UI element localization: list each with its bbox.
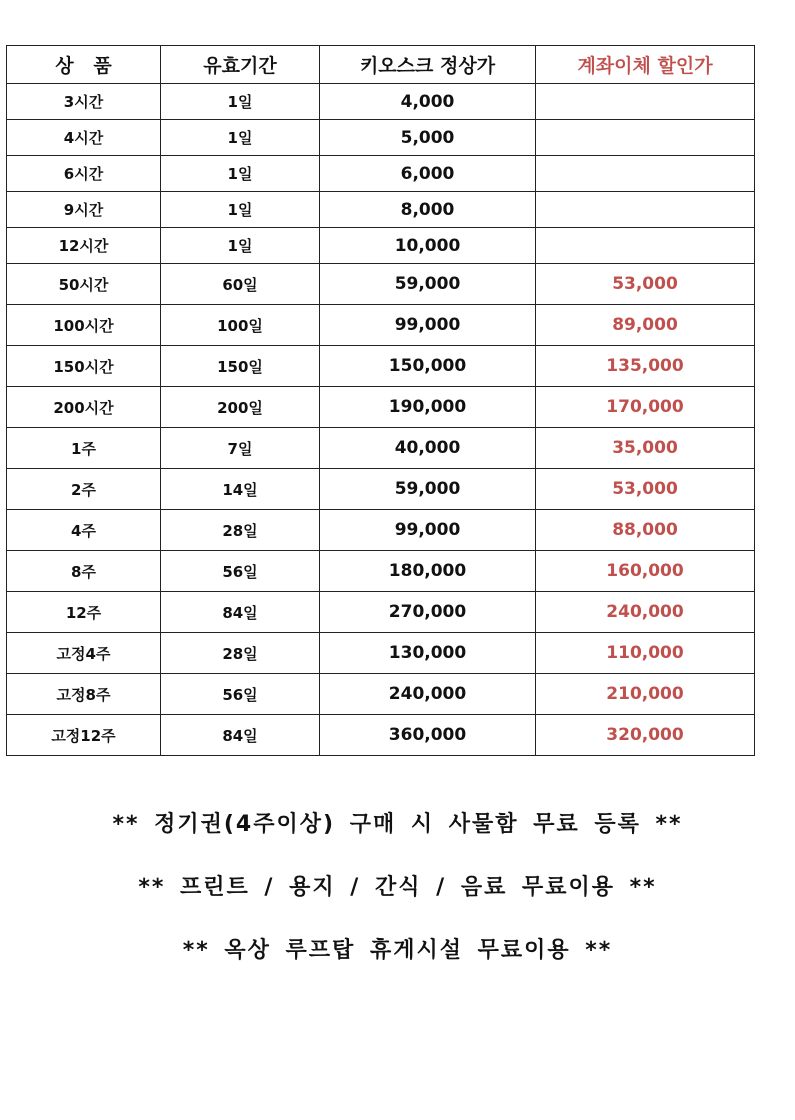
product-cell: 100시간 <box>7 305 161 346</box>
kiosk-price-cell: 180,000 <box>320 551 536 592</box>
table-row <box>7 387 755 428</box>
kiosk-price-cell: 150,000 <box>320 346 536 387</box>
validity-cell: 28일 <box>161 510 320 551</box>
kiosk-price-cell: 4,000 <box>320 84 536 120</box>
discount-price-cell: 89,000 <box>536 305 755 346</box>
discount-price-cell <box>536 120 755 156</box>
validity-cell: 1일 <box>161 120 320 156</box>
kiosk-price-cell: 99,000 <box>320 510 536 551</box>
kiosk-price-cell: 5,000 <box>320 120 536 156</box>
kiosk-price-column-header: 키오스크 정상가 <box>320 46 536 84</box>
kiosk-price-cell: 240,000 <box>320 674 536 715</box>
discount-price-cell: 35,000 <box>536 428 755 469</box>
kiosk-price-cell: 59,000 <box>320 469 536 510</box>
validity-cell: 1일 <box>161 84 320 120</box>
product-cell: 150시간 <box>7 346 161 387</box>
note-amenities: ** 프린트 / 용지 / 간식 / 음료 무료이용 ** <box>138 875 657 900</box>
table-row <box>7 592 755 633</box>
validity-cell: 200일 <box>161 387 320 428</box>
product-cell: 12시간 <box>7 228 161 264</box>
validity-cell: 28일 <box>161 633 320 674</box>
table-row <box>7 120 755 156</box>
product-cell: 2주 <box>7 469 161 510</box>
product-cell: 4주 <box>7 510 161 551</box>
kiosk-price-cell: 40,000 <box>320 428 536 469</box>
discount-price-cell: 53,000 <box>536 469 755 510</box>
table-row <box>7 428 755 469</box>
notes-section <box>0 800 795 989</box>
discount-price-cell: 210,000 <box>536 674 755 715</box>
discount-price-cell: 110,000 <box>536 633 755 674</box>
validity-cell: 1일 <box>161 192 320 228</box>
table-row <box>7 156 755 192</box>
product-column-header: 상 품 <box>7 46 161 84</box>
validity-cell: 1일 <box>161 228 320 264</box>
validity-cell: 56일 <box>161 674 320 715</box>
table-row <box>7 346 755 387</box>
table-row <box>7 715 755 756</box>
discount-price-column-header: 계좌이체 할인가 <box>536 46 755 84</box>
discount-price-cell: 170,000 <box>536 387 755 428</box>
discount-price-cell <box>536 228 755 264</box>
discount-price-cell: 135,000 <box>536 346 755 387</box>
table-row <box>7 469 755 510</box>
product-cell: 6시간 <box>7 156 161 192</box>
table-row <box>7 84 755 120</box>
product-cell: 50시간 <box>7 264 161 305</box>
product-cell: 12주 <box>7 592 161 633</box>
discount-price-cell: 160,000 <box>536 551 755 592</box>
validity-cell: 56일 <box>161 551 320 592</box>
discount-price-cell: 53,000 <box>536 264 755 305</box>
discount-price-cell: 240,000 <box>536 592 755 633</box>
note-locker: ** 정기권(4주이상) 구매 시 사물함 무료 등록 ** <box>112 812 683 837</box>
validity-cell: 100일 <box>161 305 320 346</box>
product-cell: 4시간 <box>7 120 161 156</box>
validity-cell: 84일 <box>161 715 320 756</box>
discount-price-cell: 320,000 <box>536 715 755 756</box>
product-cell: 고정8주 <box>7 674 161 715</box>
validity-cell: 150일 <box>161 346 320 387</box>
table-header-row <box>7 46 755 84</box>
product-cell: 1주 <box>7 428 161 469</box>
product-cell: 9시간 <box>7 192 161 228</box>
product-cell: 200시간 <box>7 387 161 428</box>
discount-price-cell <box>536 156 755 192</box>
product-cell: 8주 <box>7 551 161 592</box>
table-row <box>7 192 755 228</box>
product-cell: 고정12주 <box>7 715 161 756</box>
kiosk-price-cell: 6,000 <box>320 156 536 192</box>
table-row <box>7 264 755 305</box>
price-table <box>6 45 755 756</box>
table-row <box>7 633 755 674</box>
validity-cell: 14일 <box>161 469 320 510</box>
validity-column-header: 유효기간 <box>161 46 320 84</box>
table-row <box>7 674 755 715</box>
kiosk-price-cell: 130,000 <box>320 633 536 674</box>
table-row <box>7 305 755 346</box>
note-rooftop: ** 옥상 루프탑 휴게시설 무료이용 ** <box>182 938 613 963</box>
discount-price-cell: 88,000 <box>536 510 755 551</box>
kiosk-price-cell: 190,000 <box>320 387 536 428</box>
kiosk-price-cell: 10,000 <box>320 228 536 264</box>
table-row <box>7 510 755 551</box>
kiosk-price-cell: 8,000 <box>320 192 536 228</box>
validity-cell: 7일 <box>161 428 320 469</box>
price-table-body <box>7 84 755 756</box>
product-cell: 고정4주 <box>7 633 161 674</box>
kiosk-price-cell: 360,000 <box>320 715 536 756</box>
discount-price-cell <box>536 84 755 120</box>
product-cell: 3시간 <box>7 84 161 120</box>
table-row <box>7 551 755 592</box>
kiosk-price-cell: 59,000 <box>320 264 536 305</box>
table-row <box>7 228 755 264</box>
kiosk-price-cell: 99,000 <box>320 305 536 346</box>
kiosk-price-cell: 270,000 <box>320 592 536 633</box>
validity-cell: 84일 <box>161 592 320 633</box>
discount-price-cell <box>536 192 755 228</box>
validity-cell: 60일 <box>161 264 320 305</box>
validity-cell: 1일 <box>161 156 320 192</box>
